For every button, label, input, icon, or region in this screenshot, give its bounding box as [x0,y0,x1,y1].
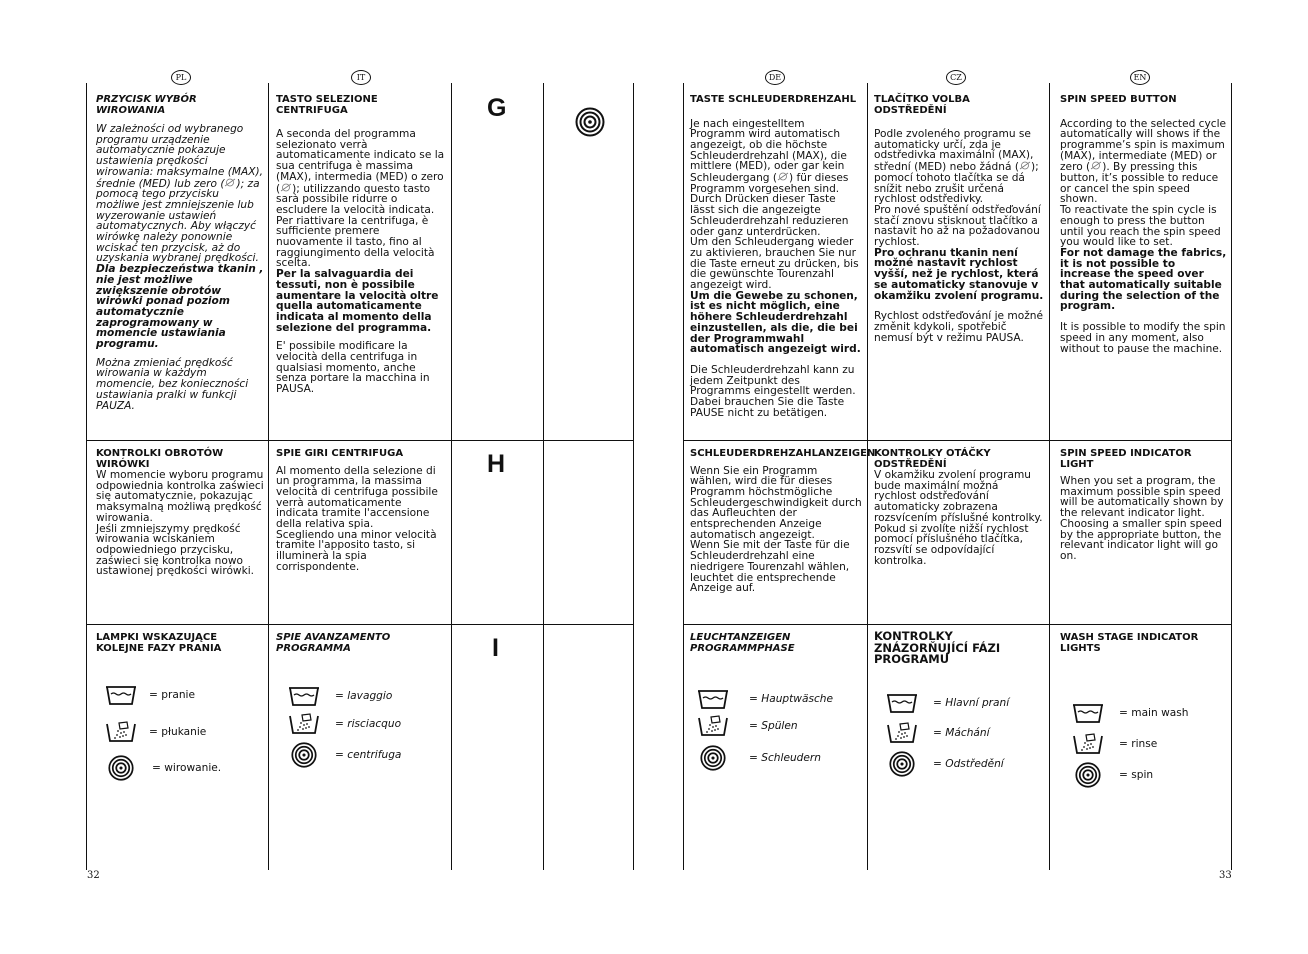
rule-left-row1 [86,440,634,441]
en-legend-rinse-label: = rinse [1119,738,1158,750]
cz-legend-rinse-label: = Máchání [933,727,990,739]
rule-cz-en [1049,83,1050,870]
it-legend-rinse-label: = risciacquo [335,718,402,730]
de-legend-wash-label: = Hauptwäsche [749,693,834,705]
it-spin-button-title: TASTO SELEZIONE CENTRIFUGA [276,94,378,116]
cz-spin-button-title: TLAČÍTKO VOLBA ODSTŘEDĚNÍ [874,94,970,116]
it-spin-indicator-text-2: Scegliendo una minor velocità tramite l'apposito tasto, si illuminerà la spia corrispondente. [276,528,437,573]
de-legend-rinse-label: = Spülen [749,720,798,732]
pl-spin-indicator-text-2: Jeśli zmniejszymy prędkość wirowania wciskaniem odpowiedniego przycisku, zaświeci się kontrolka nowo ustawionej prędkości wirówki. [96,522,255,578]
pl-spin-button-section [96,95,264,419]
de-spin-button-section [690,95,862,426]
de-legend-rinse [697,715,798,737]
rule-right-outer [1231,83,1232,870]
it-legend-rinse [288,713,401,735]
cz-spin-button-text-b: ); pomocí tohoto tlačítka se dá snížit nebo zrušit určená rychlost odstředivky. [874,160,1039,206]
page-number-right: 33 [1219,870,1232,881]
rule-left-inner [633,83,634,870]
rinse-shower-icon [886,722,918,744]
lang-marker-pl: PL [171,70,191,85]
cz-spin-button-pause: Rychlost odstřeďování je možné změnit kdykoli, spotřebič nemusí být v režimu PAUSA. [874,310,1043,344]
cz-legend-wash [886,692,1009,714]
wash-tub-icon [697,688,729,710]
cz-spin-indicator-title: KONTROLKY OTÁČKY ODSTŘEDĚNÍ [874,448,991,470]
pl-spin-indicator-title: KONTROLKI OBROTÓW WIRÓWKI [96,448,224,470]
cz-legend-spin [889,751,1004,777]
spin-spiral-icon [291,742,317,768]
rinse-shower-icon [697,715,729,737]
de-spin-indicator-text-1: Wenn Sie ein Programm wählen, wird die für dieses Programm höchstmögliche Schleudergeschwindigkeit durch das Aufleuchten der entsprechenden Anzeige automatisch angezeigt. [690,464,862,541]
en-legend-rinse [1072,733,1157,755]
it-spin-button-warning: Per la salvaguardia dei tessuti, non è possibile aumentare la velocità oltre quella automaticamente indicata al momento della selezione del programma. [276,268,439,334]
de-legend-spin [700,745,821,771]
wash-tub-icon [886,692,918,714]
en-spin-button-text-b: ). By pressing this button, it’s possible to reduce or cancel the spin speed shown. [1060,161,1219,206]
spin-spiral-icon [575,107,605,141]
page-number-left: 32 [87,870,100,881]
it-legend-wash [288,685,392,707]
cz-phase-lights-title: KONTROLKY ZNÁZORŇUJÍCÍ FÁZI PROGRAMU [874,629,1001,666]
en-legend-wash-label: = main wash [1119,707,1189,719]
no-spin-icon [224,178,236,190]
section-letter-g: G [487,94,507,122]
cz-spin-button-reactivate: Pro nové spuštění odstřeďování stačí znovu stisknout tlačítko a nastavit ho až na požadovanou rychlost. [874,203,1041,249]
cz-phase-lights-section [874,631,1044,674]
pl-legend-rinse-label: = płukanie [149,726,207,738]
en-spin-button-text-a: According to the selected cycle automatically will shows if the programme’s spin is maximum (MAX), intermediate (MED) or zero ( [1060,117,1227,174]
en-spin-button-warning: For not damage the fabrics, it is not possible to increase the speed over that automatically suitable during the selection of the program. [1060,246,1227,313]
it-phase-lights-title: SPIE AVANZAMENTO PROGRAMMA [276,632,391,654]
pl-spin-button-text-a: W zależności od wybranego programu urządzenie automatycznie pokazuje ustawienia prędkości wirowania: maksymalne (MAX), średnie (MED) lub zero ( [96,123,264,190]
pl-spin-button-text-b: ); za pomocą tego przycisku możliwe jest zmniejszenie lub wyzerowanie ustawień automatycznych. Aby włączyć wirówkę należy ponownie wciskać ten przycisk, aż do uzyskania wybranej prędkości. [96,177,260,265]
lang-marker-cz: CZ [946,70,966,85]
pl-phase-lights-section [96,633,266,662]
de-phase-lights-section [690,633,862,662]
it-legend-spin-label: = centrifuga [335,749,402,761]
rinse-shower-icon [105,721,137,743]
de-spin-button-text-a: Je nach eingestelltem Programm wird automatisch angezeigt, ob die höchste Schleuderdrehzahl (MAX), die mittlere (MED), oder gar kein Schleudergang ( [690,117,847,184]
de-spin-button-title: TASTE SCHLEUDERDREHZAHL [690,94,857,105]
de-legend-wash [697,688,833,710]
rule-letter-icon [543,83,544,870]
it-spin-indicator-text-1: Al momento della selezione di un programma, la massima velocità di centrifuga possibile verrà automaticamente indicata tramite l'accensione della relativa spia. [276,464,438,531]
de-spin-indicator-text-2: Wenn Sie mit der Taste für die Schleuderdrehzahl eine niedrigere Tourenzahl wählen, leuchtet die entsprechende Anzeige auf. [690,539,850,595]
en-legend-spin-label: = spin [1119,769,1154,781]
it-spin-button-section [276,95,446,403]
lang-marker-it: IT [351,70,371,85]
en-legend-wash [1072,702,1188,724]
pl-legend-rinse [105,721,206,743]
pl-legend-spin [108,755,221,781]
cz-legend-spin-label: = Odstředění [933,758,1004,770]
de-spin-button-reactivate: Um den Schleudergang wieder zu aktivieren, brauchen Sie nur die Taste erneut zu drücken, bis die gewünschte Tourenzahl angezeigt wird. [690,236,859,292]
en-spin-indicator-section [1060,449,1228,570]
rule-right-inner [683,83,684,870]
en-phase-lights-title: WASH STAGE INDICATOR LIGHTS [1060,632,1199,654]
cz-spin-indicator-section [874,449,1044,574]
cz-spin-button-warning: Pro ochranu tkanin není možné nastavit rychlost vyšší, než je rychlost, která se automaticky stanovuje v okamžiku zvolení programu. [874,246,1044,302]
en-spin-button-pause: It is possible to modify the spin speed in any moment, also without to pause the machine. [1060,321,1226,355]
en-spin-indicator-text-2: Choosing a smaller spin speed by the appropriate button, the relevant indicator light will go on. [1060,517,1222,562]
section-letter-i: I [492,634,499,662]
pl-legend-spin-label: = wirowanie. [152,762,222,774]
it-spin-button-text-a: A seconda del programma selezionato verrà automaticamente indicato se la sua centrifuga è massima (MAX), intermedia (MED) o zero ( [276,128,445,195]
cz-spin-indicator-text-1: V okamžiku zvolení programu bude maximální možná rychlost odstřeďování automaticky zobrazena rozsvícením příslušné kontrolky. [874,469,1043,524]
en-spin-button-title: SPIN SPEED BUTTON [1060,94,1177,105]
rinse-shower-icon [288,713,320,735]
rule-right-row2 [683,624,1232,625]
de-spin-indicator-section [690,448,876,602]
wash-tub-icon [288,685,320,707]
it-legend-spin [291,742,401,768]
rule-de-cz [867,83,868,870]
lang-marker-de: DE [765,70,785,85]
de-spin-button-warning: Um die Gewebe zu schonen, ist es nicht möglich, eine höhere Schleuderdrehzahl einzustellen, als die, die bei der Programmwahl automatisch angezeigt wird. [690,289,861,356]
pl-phase-lights-title: LAMPKI WSKAZUJĄCE KOLEJNE FAZY PRANIA [96,632,222,654]
de-spin-indicator-title: SCHLEUDERDREHZAHLANZEIGEN [690,448,876,459]
spin-spiral-icon [1075,762,1101,788]
wash-tub-icon [105,684,137,706]
pl-legend-wash [105,684,195,706]
en-spin-button-reactivate: To reactivate the spin cycle is enough to press the button until you reach the spin speed you would like to set. [1060,204,1221,249]
it-legend-wash-label: = lavaggio [335,690,393,702]
cz-spin-button-text-a: Podle zvoleného programu se automaticky určí, zda je odstředivka maximální (MAX), střední (MED) nebo žádná ( [874,128,1034,173]
en-spin-indicator-title: SPIN SPEED INDICATOR LIGHT [1060,448,1192,470]
it-spin-button-reactivate: Per riattivare la centrifuga, è sufficiente premere nuovamente il tasto, fino al raggiungimento della velocità scelta. [276,214,435,270]
pl-spin-button-warning: Dla bezpieczeństwa tkanin , nie jest możliwe zwiększenie obrotów wirówki ponad poziom automatycznie zaprogramowany w momencie ustawiania programu. [96,263,264,351]
it-spin-indicator-title: SPIE GIRI CENTRIFUGA [276,448,404,459]
spin-spiral-icon [889,751,915,777]
cz-legend-rinse [886,722,990,744]
pl-spin-button-pause: Można zmieniać prędkość wirowania w każdym momencie, bez konieczności ustawiania pralki w funkcji PAUZA. [96,356,249,412]
rule-pl-it [268,83,269,870]
rule-it-letter [451,83,452,870]
de-phase-lights-title: LEUCHTANZEIGEN PROGRAMMPHASE [690,632,795,654]
it-phase-lights-section [276,633,446,662]
cz-spin-indicator-text-2: Pokud si zvolíte nižší rychlost pomocí příslušného tlačítka, rozsvítí se odpovídající kontrolka. [874,522,1029,567]
spin-spiral-icon [108,755,134,781]
it-spin-button-text-b: ); utilizzando questo tasto sarà possibile ridurre o escludere la velocità indicata. [276,182,435,216]
en-spin-button-section [1060,95,1228,362]
en-legend-spin [1075,762,1153,788]
rule-right-row1 [683,440,1232,441]
en-phase-lights-section [1060,633,1228,662]
rule-left-outer [86,83,87,870]
en-spin-indicator-text-1: When you set a program, the maximum possible spin speed will be automatically shown by the relevant indicator light. [1060,475,1224,520]
rule-left-row2 [86,624,634,625]
pl-spin-button-title: PRZYCISK WYBÓR WIROWANIA [96,94,197,116]
pl-legend-wash-label: = pranie [149,689,195,701]
section-letter-h: H [487,450,506,478]
wash-tub-icon [1072,702,1104,724]
cz-legend-wash-label: = Hlavní praní [933,697,1010,709]
rinse-shower-icon [1072,733,1104,755]
de-legend-spin-label: = Schleudern [749,752,821,764]
it-spin-button-pause: E' possibile modificare la velocità della centrifuga in qualsiasi momento, anche senza portare la macchina in PAUSA. [276,340,430,396]
pl-spin-indicator-text-1: W momencie wyboru programu odpowiednia kontrolka zaświeci się automatycznie, pokazując maksymalną możliwą prędkość wirowania. [96,469,264,524]
spin-spiral-icon [700,745,726,771]
de-spin-button-text-b: ) für dieses Programm vorgesehen sind. Durch Drücken dieser Taste lässt sich die angezeigte Schleuderdrehzahl reduzieren oder ganz unterdrücken. [690,171,849,238]
cz-spin-button-section [874,95,1044,351]
pl-spin-indicator-section [96,449,264,585]
it-spin-indicator-section [276,449,446,581]
de-spin-button-pause: Die Schleuderdrehzahl kann zu jedem Zeitpunkt des Programms eingestellt werden. Dabei brauchen Sie die Taste PAUSE nicht zu betätigen. [690,363,856,419]
lang-marker-en: EN [1130,70,1150,85]
